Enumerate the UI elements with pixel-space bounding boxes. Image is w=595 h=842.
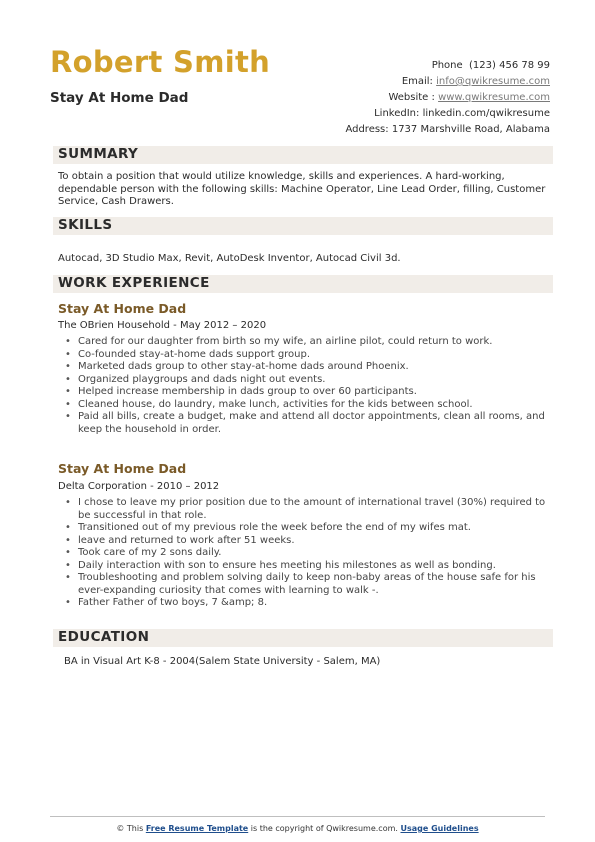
phone-value: (123) 456 78 99 [469,60,550,71]
bullet-item: • Helped increase membership in dads group to over 60 participants. [65,386,550,399]
skills-heading: SKILLS [58,217,113,233]
phone-label: Phone [431,60,463,71]
contact-email [220,74,550,90]
job-bullets [65,497,550,610]
bullet-item: • Took care of my 2 sons daily. [65,547,550,560]
footer-middle: is the copyright of Qwikresume.com. [250,824,398,833]
bullet-item: • leave and returned to work after 51 weeks. [65,535,550,548]
address-value: 1737 Marshville Road, Alabama [391,124,550,135]
contact-website [220,90,550,106]
education-text: BA in Visual Art K-8 - 2004(Salem State University - Salem, MA) [64,656,381,667]
summary-heading: SUMMARY [58,146,139,162]
footer [0,824,595,833]
email-label: Email: [401,76,433,87]
candidate-title: Stay At Home Dad [50,90,189,106]
job-title: Stay At Home Dad [58,461,187,476]
email-link[interactable]: info@qwikresume.com [436,76,550,87]
contact-address [220,122,550,138]
contact-phone [220,58,550,74]
job-meta: The OBrien Household - May 2012 – 2020 [58,320,267,331]
bullet-item: • Cleaned house, do laundry, make lunch, activities for the kids between school. [65,399,550,412]
contact-linkedin [220,106,550,122]
experience-heading: WORK EXPERIENCE [58,275,210,291]
education-heading: EDUCATION [58,629,150,645]
candidate-name: Robert Smith [50,45,271,79]
job-bullets [65,336,550,436]
bullet-item: • Father Father of two boys, 7 &amp; 8. [65,597,550,610]
bullet-item: • Organized playgroups and dads night out events. [65,374,550,387]
bullet-item: • Daily interaction with son to ensure hes meeting his milestones as well as bonding. [65,560,550,573]
footer-divider [50,816,545,817]
website-label: Website : [388,92,435,103]
bullet-item: • Co-founded stay-at-home dads support group. [65,349,550,362]
job-meta: Delta Corporation - 2010 – 2012 [58,481,220,492]
footer-prefix: © This [116,824,144,833]
skills-section-bar [53,217,553,235]
summary-text: To obtain a position that would utilize knowledge, skills and experiences. A hard-working, dependable person with the following skills: Machine Operator, Line Lead Order, filling, Customer Service, Cash Drawers. [58,171,546,207]
free-resume-template-link[interactable]: Free Resume Template [145,824,249,833]
bullet-item: • Marketed dads group to other stay-at-home dads around Phoenix. [65,361,550,374]
job-title: Stay At Home Dad [58,301,187,316]
website-link[interactable]: www.qwikresume.com [438,92,550,103]
bullet-item: • Paid all bills, create a budget, make and attend all doctor appointments, clean all rooms, and keep the household in order. [65,411,550,436]
address-label: Address: [345,124,389,135]
bullet-item: • Troubleshooting and problem solving daily to keep non-baby areas of the house safe for his ever-expanding curiosity that comes with learning to walk -. [65,572,550,597]
skills-text: Autocad, 3D Studio Max, Revit, AutoDesk Inventor, Autocad Civil 3d. [58,253,401,264]
linkedin-value: linkedin.com/qwikresume [422,108,550,119]
contact-block [220,58,550,138]
bullet-item: • Cared for our daughter from birth so my wife, an airline pilot, could return to work. [65,336,550,349]
bullet-item: • Transitioned out of my previous role the week before the end of my wifes mat. [65,522,550,535]
usage-guidelines-link[interactable]: Usage Guidelines [400,824,479,833]
bullet-item: • I chose to leave my prior position due to the amount of international travel (30%) required to be successful in that role. [65,497,550,522]
linkedin-label: LinkedIn: [374,108,420,119]
